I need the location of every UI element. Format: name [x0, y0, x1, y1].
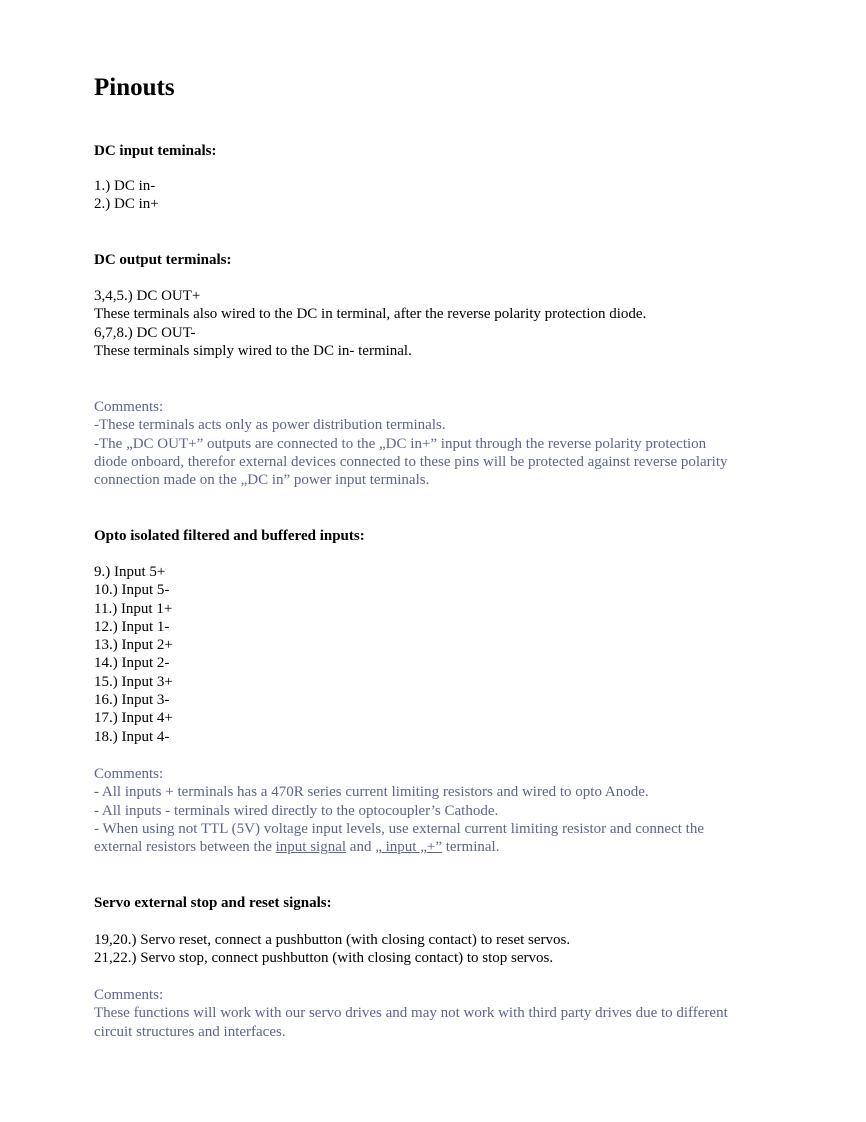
opto-comments: [94, 765, 704, 856]
dc-input-list: [94, 177, 159, 214]
list-item: 12.) Input 1-: [94, 618, 170, 635]
input-plus-link[interactable]: „ input „+”: [375, 839, 442, 856]
comment-line: These functions will work with our servo drives and may not work with third party drives due to different: [94, 1005, 728, 1022]
list-item: 6,7,8.) DC OUT-: [94, 324, 196, 341]
list-item: 10.) Input 5-: [94, 582, 170, 599]
comment-line: -These terminals acts only as power distribution terminals.: [94, 417, 446, 434]
list-item: 18.) Input 4-: [94, 728, 170, 745]
page-title: Pinouts: [94, 74, 175, 101]
list-item: 21,22.) Servo stop, connect pushbutton (with closing contact) to stop servos.: [94, 950, 554, 967]
servo-heading: Servo external stop and reset signals:: [94, 895, 332, 911]
list-item: 19,20.) Servo reset, connect a pushbutton (with closing contact) to reset servos.: [94, 932, 571, 948]
list-item: 1.) DC in-: [94, 178, 156, 194]
comment-line: -The „DC OUT+” outputs are connected to the „DC in+” input through the reverse polarity protection: [94, 435, 707, 452]
list-item: 17.) Input 4+: [94, 710, 173, 727]
comment-line: Comments:: [94, 399, 164, 415]
list-item: These terminals also wired to the DC in terminal, after the reverse polarity protection diode.: [94, 306, 647, 323]
list-item: These terminals simply wired to the DC in- terminal.: [94, 342, 412, 359]
list-item: 11.) Input 1+: [94, 600, 173, 617]
comment-line: connection made on the „DC in” power input terminals.: [94, 472, 430, 489]
servo-list: [94, 931, 570, 968]
list-item: 15.) Input 3+: [94, 673, 173, 690]
opto-heading: Opto isolated filtered and buffered inputs:: [94, 528, 365, 544]
list-item: 3,4,5.) DC OUT+: [94, 288, 201, 304]
comment-text: terminal.: [441, 839, 500, 856]
comment-line: - All inputs + terminals has a 470R series current limiting resistors and wired to opto Anode.: [94, 784, 649, 801]
list-item: 14.) Input 2-: [94, 655, 170, 672]
list-item: 13.) Input 2+: [94, 637, 173, 654]
input-signal-link[interactable]: input signal: [275, 839, 347, 856]
comment-line: Comments:: [94, 987, 164, 1003]
comment-line: diode onboard, therefor external devices connected to these pins will be protected against reverse polarity: [94, 453, 728, 470]
comment-text: external resistors between the: [94, 839, 276, 856]
comment-text: and: [346, 839, 376, 856]
comment-line: - All inputs - terminals wired directly to the optocoupler’s Cathode.: [94, 802, 499, 819]
list-item: 16.) Input 3-: [94, 692, 170, 709]
dc-output-list: [94, 287, 646, 360]
dc-output-comments: [94, 398, 728, 489]
dc-output-heading: DC output terminals:: [94, 252, 232, 268]
comment-line-with-links: [94, 838, 704, 856]
list-item: 2.) DC in+: [94, 196, 159, 213]
list-item: 9.) Input 5+: [94, 564, 166, 580]
dc-input-heading: DC input teminals:: [94, 143, 217, 159]
opto-list: [94, 563, 173, 746]
servo-comments: [94, 986, 728, 1041]
comment-line: circuit structures and interfaces.: [94, 1023, 286, 1040]
comment-line: - When using not TTL (5V) voltage input levels, use external current limiting resistor and connect the: [94, 820, 704, 837]
comment-line: Comments:: [94, 766, 164, 782]
